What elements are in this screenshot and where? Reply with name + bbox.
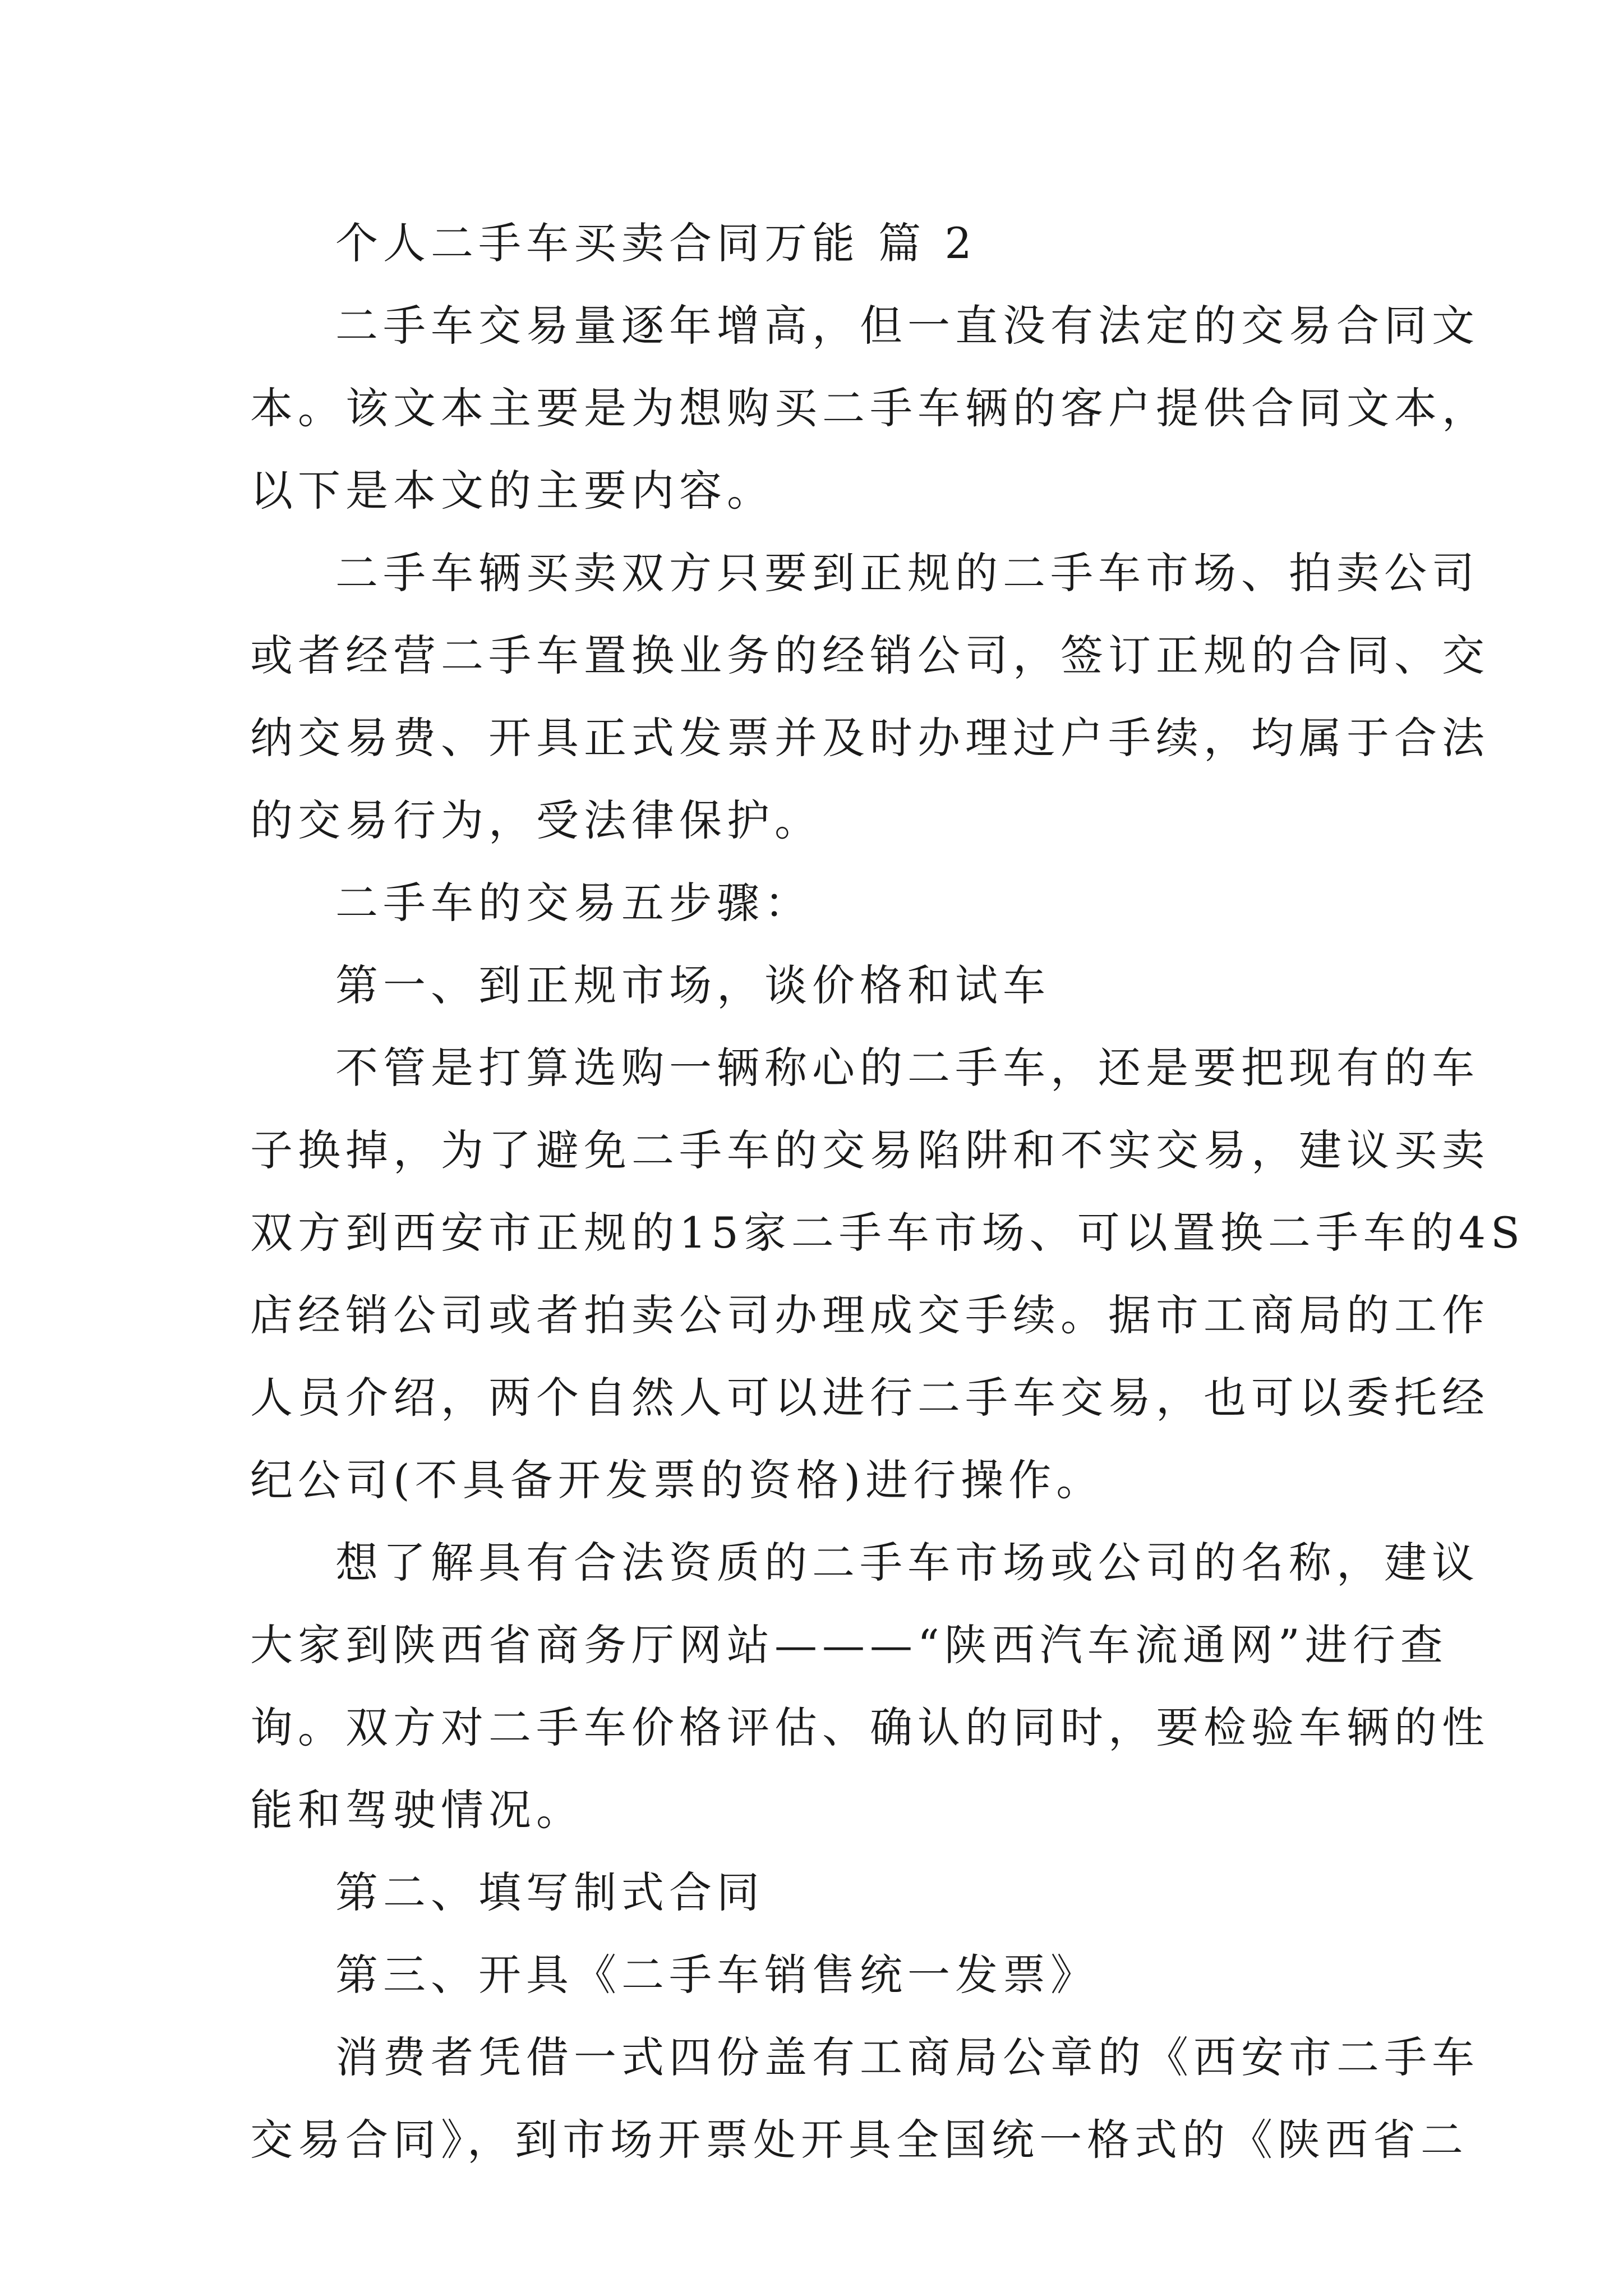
paragraph-line: 本。该文本主要是为想购买二手车辆的客户提供合同文本， bbox=[250, 383, 1490, 433]
paragraph-line: 不管是打算选购一辆称心的二手车，还是要把现有的车 bbox=[335, 1043, 1479, 1093]
paragraph-line: 纪公司(不具备开发票的资格)进行操作。 bbox=[250, 1455, 1104, 1505]
paragraph-line: 人员介绍，两个自然人可以进行二手车交易，也可以委托经 bbox=[250, 1373, 1490, 1423]
paragraph-line: 大家到陕西省商务厅网站———“陕西汽车流通网”进行查 bbox=[250, 1620, 1448, 1670]
paragraph-line: 以下是本文的主要内容。 bbox=[250, 466, 774, 516]
document-body bbox=[250, 202, 1525, 2181]
section-heading: 个人二手车买卖合同万能 篇 2 bbox=[335, 218, 977, 268]
paragraph-line: 二手车辆买卖双方只要到正规的二手车市场、拍卖公司 bbox=[335, 548, 1479, 598]
paragraph-line: 询。双方对二手车价格评估、确认的同时，要检验车辆的性 bbox=[250, 1703, 1490, 1752]
paragraph-line: 子换掉，为了避免二手车的交易陷阱和不实交易，建议买卖 bbox=[250, 1125, 1490, 1175]
paragraph-line: 双方到西安市正规的15家二手车市场、可以置换二手车的4S bbox=[250, 1208, 1525, 1258]
paragraph-line: 或者经营二手车置换业务的经销公司，签订正规的合同、交 bbox=[250, 631, 1490, 680]
step-heading: 第三、开具《二手车销售统一发票》 bbox=[335, 1950, 1098, 2000]
paragraph-line: 消费者凭借一式四份盖有工商局公章的《西安市二手车 bbox=[335, 2032, 1479, 2082]
paragraph-line: 二手车的交易五步骤： bbox=[335, 878, 812, 928]
paragraph-line: 交易合同》，到市场开票处开具全国统一格式的《陕西省二 bbox=[250, 2115, 1468, 2165]
step-heading: 第二、填写制式合同 bbox=[335, 1867, 764, 1917]
paragraph-line: 纳交易费、开具正式发票并及时办理过户手续，均属于合法 bbox=[250, 713, 1490, 763]
paragraph-line: 想了解具有合法资质的二手车市场或公司的名称，建议 bbox=[335, 1538, 1479, 1588]
paragraph-line: 的交易行为，受法律保护。 bbox=[250, 795, 822, 845]
paragraph-line: 二手车交易量逐年增高，但一直没有法定的交易合同文 bbox=[335, 301, 1479, 351]
paragraph-line: 店经销公司或者拍卖公司办理成交手续。据市工商局的工作 bbox=[250, 1290, 1490, 1340]
step-heading: 第一、到正规市场，谈价格和试车 bbox=[335, 960, 1050, 1010]
paragraph-line: 能和驾驶情况。 bbox=[250, 1785, 584, 1835]
